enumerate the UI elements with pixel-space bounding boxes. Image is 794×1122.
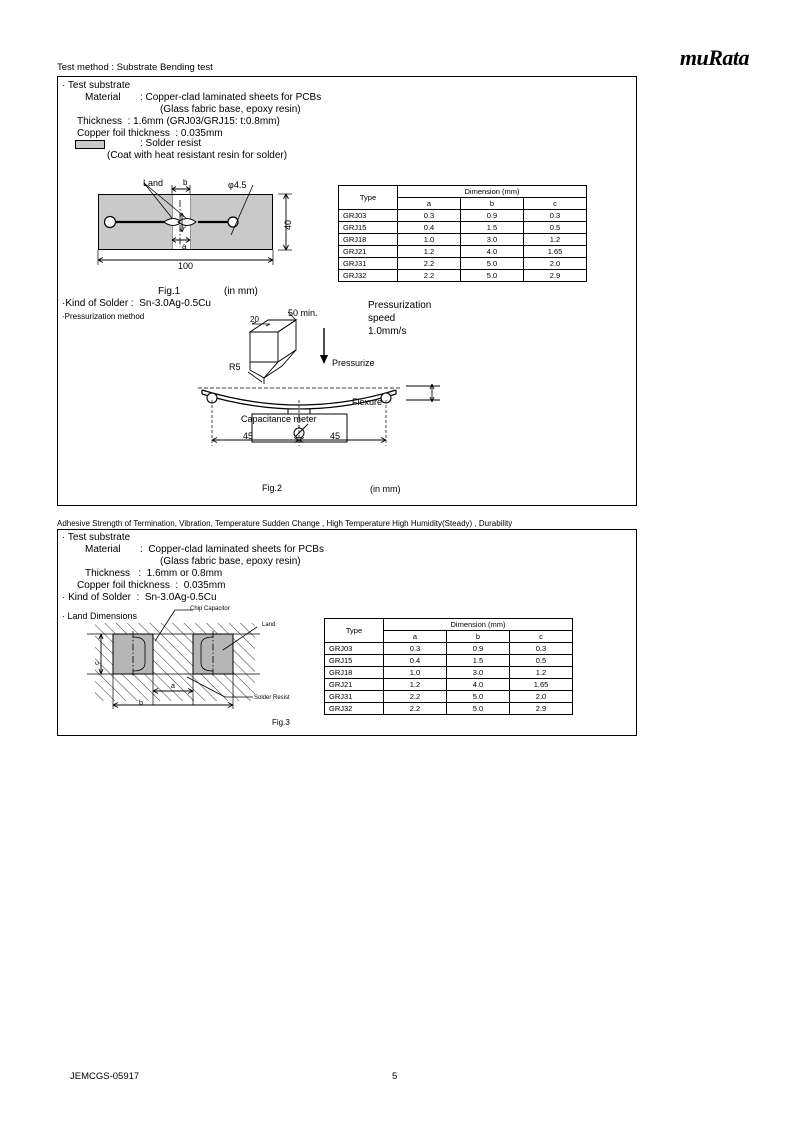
section2-heading: Adhesive Strength of Termination, Vibration, Temperature Sudden Change , High Temperature High Humidity(Steady) , Durability xyxy=(57,519,513,528)
fig3-label-land: Land xyxy=(262,622,276,628)
table-row xyxy=(339,210,587,222)
fig2-graphics xyxy=(200,300,460,450)
table2-r2-type: GRJ18 xyxy=(325,667,384,679)
murata-logo: muRata xyxy=(679,45,749,70)
table-row xyxy=(339,246,587,258)
fig1-graphics xyxy=(98,175,298,265)
table1-r5-a: 2.2 xyxy=(398,270,461,282)
table1-r0-c: 0.3 xyxy=(524,210,587,222)
table1-r5-b: 5.0 xyxy=(461,270,524,282)
table1-subheader-c: c xyxy=(524,198,587,210)
section1-heading: Test method : Substrate Bending test xyxy=(57,62,213,73)
table1-r1-c: 0.5 xyxy=(524,222,587,234)
table2-r0-c: 0.3 xyxy=(510,643,573,655)
table2-r1-type: GRJ15 xyxy=(325,655,384,667)
table2-r4-c: 2.0 xyxy=(510,691,573,703)
section1-material-value2: (Glass fabric base, epoxy resin) xyxy=(160,104,301,115)
table2-r2-c: 1.2 xyxy=(510,667,573,679)
fig1-dim-c: c xyxy=(181,224,188,228)
fig2-label-50min: 50 min. xyxy=(288,308,318,318)
table2-r5-b: 5.0 xyxy=(447,703,510,715)
table1-r4-b: 5.0 xyxy=(461,258,524,270)
fig2-label-20: 20 xyxy=(250,315,259,324)
table1-r4-a: 2.2 xyxy=(398,258,461,270)
table1-r2-a: 1.0 xyxy=(398,234,461,246)
table2-r4-a: 2.2 xyxy=(384,691,447,703)
section1-material-label: Material xyxy=(85,92,121,103)
fig1-dim-height: 40 xyxy=(283,219,293,230)
table2-r5-c: 2.9 xyxy=(510,703,573,715)
table1-r0-type: GRJ03 xyxy=(339,210,398,222)
section1-copper-foil: Copper foil thickness : 0.035mm xyxy=(77,128,223,139)
footer-page-number: 5 xyxy=(392,1071,398,1082)
table-row xyxy=(325,643,573,655)
table2-r4-type: GRJ31 xyxy=(325,691,384,703)
footer-doc-number: JEMCGS-05917 xyxy=(70,1071,140,1082)
fig2-speed-line2: speed xyxy=(368,313,396,324)
solder-resist-swatch xyxy=(75,140,105,149)
fig2-label-pressurize: Pressurize xyxy=(332,358,375,368)
table-row xyxy=(325,667,573,679)
table2-r5-type: GRJ32 xyxy=(325,703,384,715)
table1-subheader-b: b xyxy=(461,198,524,210)
fig3-label-solder-resist: Solder Resist xyxy=(254,695,290,701)
table1-r0-a: 0.3 xyxy=(398,210,461,222)
table1-r0-b: 0.9 xyxy=(461,210,524,222)
table2-header-group: Dimension (mm) xyxy=(384,619,573,631)
table2-header-type: Type xyxy=(325,619,384,643)
section2-dimension-table xyxy=(324,618,573,715)
table1-r3-a: 1.2 xyxy=(398,246,461,258)
table-row xyxy=(339,222,587,234)
table1-subheader-a: a xyxy=(398,198,461,210)
table2-r0-type: GRJ03 xyxy=(325,643,384,655)
table-row xyxy=(325,679,573,691)
table1-r1-b: 1.5 xyxy=(461,222,524,234)
fig3-label-chip: Chip Capacitor xyxy=(190,606,230,612)
fig1-dim-b: b xyxy=(183,178,188,187)
fig2-units: (in mm) xyxy=(370,484,401,494)
table-row xyxy=(339,234,587,246)
table2-r0-b: 0.9 xyxy=(447,643,510,655)
fig3-dim-b: b xyxy=(139,700,143,707)
fig2-dim-right: 45 xyxy=(330,431,341,441)
table2-r2-b: 3.0 xyxy=(447,667,510,679)
fig2-caption: Fig.2 xyxy=(262,483,283,493)
fig1-label-hole: φ4.5 xyxy=(228,180,247,190)
table2-r3-b: 4.0 xyxy=(447,679,510,691)
fig3-graphics xyxy=(75,605,325,730)
table1-r5-c: 2.9 xyxy=(524,270,587,282)
table1-r1-type: GRJ15 xyxy=(339,222,398,234)
section1-pressurization-method: ·Pressurization method xyxy=(62,312,145,321)
table2-r2-a: 1.0 xyxy=(384,667,447,679)
table2-subheader-b: b xyxy=(447,631,510,643)
fig1-dim-width: 100 xyxy=(178,261,194,271)
fig2-speed-line1: Pressurization xyxy=(368,300,432,311)
section2-kind-of-solder: · Kind of Solder : Sn-3.0Ag-0.5Cu xyxy=(62,592,217,603)
table1-r2-b: 3.0 xyxy=(461,234,524,246)
section2-material-value2: (Glass fabric base, epoxy resin) xyxy=(160,556,301,567)
fig2-label-flexure: Flexure xyxy=(352,397,383,407)
table1-r4-type: GRJ31 xyxy=(339,258,398,270)
section1-bullet-substrate: · Test substrate xyxy=(62,80,131,91)
table2-r5-a: 2.2 xyxy=(384,703,447,715)
table1-r1-a: 0.4 xyxy=(398,222,461,234)
section1-solder-resist-label: : Solder resist xyxy=(140,138,202,149)
section2-material-value: : Copper-clad laminated sheets for PCBs xyxy=(140,544,324,555)
fig3-dim-a: a xyxy=(171,683,175,690)
fig1-units: (in mm) xyxy=(224,286,258,297)
table-row xyxy=(339,258,587,270)
fig3-dim-c: c xyxy=(94,661,101,665)
table1-r4-c: 2.0 xyxy=(524,258,587,270)
table1-r3-c: 1.65 xyxy=(524,246,587,258)
table2-r1-b: 1.5 xyxy=(447,655,510,667)
fig1-caption: Fig.1 xyxy=(158,286,181,297)
table2-r3-c: 1.65 xyxy=(510,679,573,691)
section2-bullet-substrate: · Test substrate xyxy=(62,532,131,543)
table2-r3-a: 1.2 xyxy=(384,679,447,691)
fig2-label-capmeter: Capacitance meter xyxy=(241,414,317,424)
table2-r3-type: GRJ21 xyxy=(325,679,384,691)
table2-r4-b: 5.0 xyxy=(447,691,510,703)
fig2-dim-left: 45 xyxy=(243,431,254,441)
table1-r2-c: 1.2 xyxy=(524,234,587,246)
fig1-dim-a: a xyxy=(182,242,187,251)
section2-land-dimensions: · Land Dimensions xyxy=(62,611,138,621)
table-row xyxy=(339,270,587,282)
table1-header-group: Dimension (mm) xyxy=(398,186,587,198)
section1-dimension-table xyxy=(338,185,587,282)
section1-kind-of-solder: ·Kind of Solder : Sn-3.0Ag-0.5Cu xyxy=(62,298,211,309)
table1-header-type: Type xyxy=(339,186,398,210)
table1-r3-b: 4.0 xyxy=(461,246,524,258)
section1-thickness: Thickness : 1.6mm (GRJ03/GRJ15: t:0.8mm) xyxy=(77,116,280,127)
table2-subheader-a: a xyxy=(384,631,447,643)
section2-thickness: Thickness : 1.6mm or 0.8mm xyxy=(85,568,223,579)
table-row xyxy=(325,655,573,667)
fig2-label-r5: R5 xyxy=(229,362,241,372)
fig1-label-land: Land xyxy=(143,178,164,188)
table-row xyxy=(325,691,573,703)
table2-r0-a: 0.3 xyxy=(384,643,447,655)
table1-r3-type: GRJ21 xyxy=(339,246,398,258)
table2-r1-a: 0.4 xyxy=(384,655,447,667)
table-row xyxy=(325,703,573,715)
table1-r2-type: GRJ18 xyxy=(339,234,398,246)
table2-subheader-c: c xyxy=(510,631,573,643)
fig2-speed-line3: 1.0mm/s xyxy=(368,326,407,337)
section2-material-label: Material xyxy=(85,544,121,555)
section1-material-value: : Copper-clad laminated sheets for PCBs xyxy=(140,92,322,103)
section2-copper-foil: Copper foil thickness : 0.035mm xyxy=(77,580,226,591)
table2-r1-c: 0.5 xyxy=(510,655,573,667)
table1-r5-type: GRJ32 xyxy=(339,270,398,282)
fig3-caption: Fig.3 xyxy=(272,718,290,727)
section1-solder-resist-note: (Coat with heat resistant resin for solder) xyxy=(107,150,288,161)
